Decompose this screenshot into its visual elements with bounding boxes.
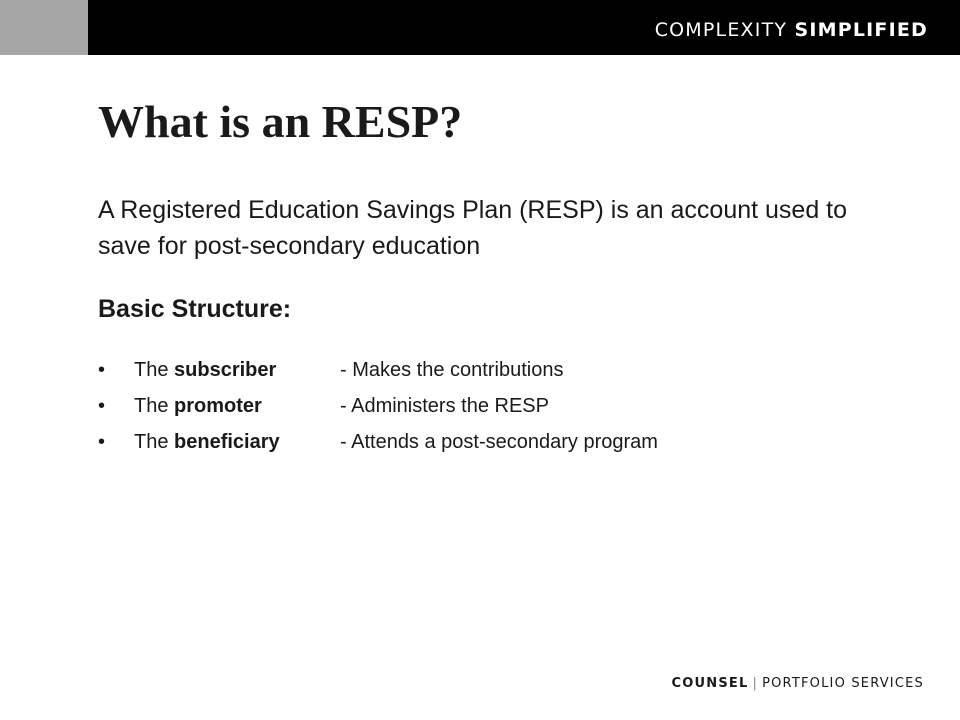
list-item	[98, 352, 658, 388]
basic-structure-heading: Basic Structure:	[98, 295, 292, 323]
list-item	[98, 388, 658, 424]
list-item	[98, 424, 658, 460]
bullet-icon: •	[98, 431, 106, 453]
role-label	[134, 352, 340, 388]
role-description: - Makes the contributions	[340, 359, 564, 381]
role-description: - Administers the RESP	[340, 395, 549, 417]
role-name: beneficiary	[174, 431, 280, 453]
role-name: promoter	[174, 395, 262, 417]
roles-list	[98, 352, 658, 460]
role-prefix: The	[134, 359, 169, 381]
role-label	[134, 388, 340, 424]
intro-paragraph: A Registered Education Savings Plan (RESP) is an account used to save for post-secondary education	[98, 196, 848, 260]
bullet-icon: •	[98, 359, 106, 381]
header-bar	[0, 0, 960, 55]
tagline-complexity: COMPLEXITY	[654, 19, 788, 41]
bullet-icon: •	[98, 395, 106, 417]
footer-brand-counsel: COUNSEL	[671, 676, 749, 691]
role-prefix: The	[134, 395, 169, 417]
header-accent-block	[0, 0, 88, 55]
tagline-simplified: SIMPLIFIED	[794, 19, 928, 41]
brand-tagline	[655, 19, 928, 41]
role-description: - Attends a post-secondary program	[340, 431, 658, 453]
role-label	[134, 424, 340, 460]
footer-separator: |	[752, 676, 759, 691]
footer-logo	[672, 676, 924, 691]
slide-title: What is an RESP?	[98, 96, 463, 147]
role-name: subscriber	[174, 359, 277, 381]
footer-brand-services: PORTFOLIO SERVICES	[762, 676, 924, 691]
role-prefix: The	[134, 431, 169, 453]
